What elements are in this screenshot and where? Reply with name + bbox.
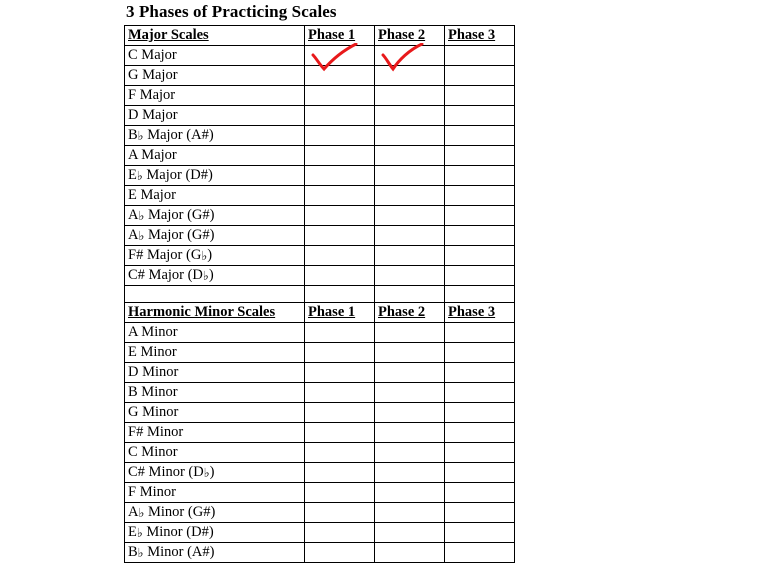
phase-3-cell[interactable]: [445, 166, 515, 186]
table-row: [125, 126, 515, 146]
phase-2-cell[interactable]: [375, 66, 445, 86]
phase-1-cell[interactable]: [305, 343, 375, 363]
phase-2-cell[interactable]: [375, 126, 445, 146]
phase-1-header: Phase 1: [305, 26, 375, 46]
table-row: [125, 146, 515, 166]
table-row: [125, 503, 515, 523]
phase-3-cell[interactable]: [445, 523, 515, 543]
table-row: [125, 206, 515, 226]
scale-name: E Minor: [125, 343, 305, 363]
phase-3-cell[interactable]: [445, 246, 515, 266]
table-row: [125, 66, 515, 86]
phase-3-header: Phase 3: [445, 303, 515, 323]
scale-name: G Major: [125, 66, 305, 86]
table-row: [125, 403, 515, 423]
scale-name: B♭ Minor (A#): [125, 543, 305, 563]
phase-2-cell[interactable]: [375, 266, 445, 286]
scale-name: D Major: [125, 106, 305, 126]
table-row: [125, 46, 515, 66]
table-row: [125, 383, 515, 403]
scale-name: B♭ Major (A#): [125, 126, 305, 146]
phase-2-cell[interactable]: [375, 226, 445, 246]
scale-name: F# Minor: [125, 423, 305, 443]
phase-1-cell[interactable]: [305, 46, 375, 66]
scale-name: A Major: [125, 146, 305, 166]
table-row: [125, 423, 515, 443]
phase-2-cell[interactable]: [375, 543, 445, 563]
phase-2-cell[interactable]: [375, 343, 445, 363]
phase-1-cell[interactable]: [305, 126, 375, 146]
phase-2-cell[interactable]: [375, 523, 445, 543]
scale-name: F# Major (G♭): [125, 246, 305, 266]
phase-1-cell[interactable]: [305, 186, 375, 206]
phase-3-cell[interactable]: [445, 86, 515, 106]
phase-1-cell[interactable]: [305, 323, 375, 343]
phase-2-header: Phase 2: [375, 303, 445, 323]
phase-1-cell[interactable]: [305, 146, 375, 166]
spacer-row: [125, 286, 515, 303]
phase-2-cell[interactable]: [375, 166, 445, 186]
phase-3-cell[interactable]: [445, 543, 515, 563]
phase-2-cell[interactable]: [375, 146, 445, 166]
phase-2-cell[interactable]: [375, 246, 445, 266]
phase-2-cell[interactable]: [375, 403, 445, 423]
phase-1-cell[interactable]: [305, 383, 375, 403]
scales-worksheet: [124, 0, 516, 563]
major-scales-table: [124, 25, 515, 563]
phase-3-cell[interactable]: [445, 206, 515, 226]
table-row: [125, 266, 515, 286]
scale-name: A♭ Major (G#): [125, 226, 305, 246]
phase-3-cell[interactable]: [445, 343, 515, 363]
phase-1-cell[interactable]: [305, 66, 375, 86]
phase-3-cell[interactable]: [445, 106, 515, 126]
phase-1-cell[interactable]: [305, 423, 375, 443]
phase-2-cell[interactable]: [375, 323, 445, 343]
phase-1-cell[interactable]: [305, 483, 375, 503]
table-row: [125, 343, 515, 363]
table-header-row: [125, 26, 515, 46]
table-header-row: [125, 303, 515, 323]
table-row: [125, 483, 515, 503]
phase-2-cell[interactable]: [375, 363, 445, 383]
phase-2-cell[interactable]: [375, 186, 445, 206]
spacer-cell: [375, 286, 445, 303]
phase-1-cell[interactable]: [305, 86, 375, 106]
table-row: [125, 186, 515, 206]
phase-3-cell[interactable]: [445, 363, 515, 383]
phase-3-cell[interactable]: [445, 383, 515, 403]
spacer-cell: [445, 286, 515, 303]
phase-1-cell[interactable]: [305, 363, 375, 383]
phase-1-cell[interactable]: [305, 226, 375, 246]
phase-1-cell[interactable]: [305, 503, 375, 523]
phase-2-cell[interactable]: [375, 423, 445, 443]
scale-name: C# Minor (D♭): [125, 463, 305, 483]
scale-name: A♭ Minor (G#): [125, 503, 305, 523]
scale-name: E Major: [125, 186, 305, 206]
table-row: [125, 106, 515, 126]
scale-name: G Minor: [125, 403, 305, 423]
phase-2-cell[interactable]: [375, 106, 445, 126]
phase-1-cell[interactable]: [305, 463, 375, 483]
table-row: [125, 543, 515, 563]
scale-name: B Minor: [125, 383, 305, 403]
table-row: [125, 363, 515, 383]
table-row: [125, 323, 515, 343]
phase-1-cell[interactable]: [305, 523, 375, 543]
page-title: 3 Phases of Practicing Scales: [126, 2, 337, 21]
phase-3-cell[interactable]: [445, 483, 515, 503]
phase-1-cell[interactable]: [305, 106, 375, 126]
phase-2-cell[interactable]: [375, 383, 445, 403]
phase-1-cell[interactable]: [305, 403, 375, 423]
scale-name: A♭ Major (G#): [125, 206, 305, 226]
phase-3-cell[interactable]: [445, 186, 515, 206]
phase-1-cell[interactable]: [305, 266, 375, 286]
phase-3-cell[interactable]: [445, 266, 515, 286]
table-row: [125, 246, 515, 266]
scale-name: E♭ Minor (D#): [125, 523, 305, 543]
phase-3-cell[interactable]: [445, 423, 515, 443]
phase-2-cell[interactable]: [375, 503, 445, 523]
phase-1-cell[interactable]: [305, 166, 375, 186]
phase-2-header: Phase 2: [375, 26, 445, 46]
phase-2-cell[interactable]: [375, 463, 445, 483]
phase-3-cell[interactable]: [445, 46, 515, 66]
scale-name: C Major: [125, 46, 305, 66]
phase-3-cell[interactable]: [445, 443, 515, 463]
scale-name: E♭ Major (D#): [125, 166, 305, 186]
table-row: [125, 86, 515, 106]
major-scales-header: Major Scales: [125, 26, 305, 46]
phase-1-cell[interactable]: [305, 246, 375, 266]
phase-2-cell[interactable]: [375, 86, 445, 106]
phase-3-cell[interactable]: [445, 463, 515, 483]
phase-3-header: Phase 3: [445, 26, 515, 46]
scale-name: C# Major (D♭): [125, 266, 305, 286]
table-row: [125, 463, 515, 483]
phase-3-cell[interactable]: [445, 226, 515, 246]
phase-3-cell[interactable]: [445, 403, 515, 423]
scale-name: D Minor: [125, 363, 305, 383]
spacer-cell: [305, 286, 375, 303]
phase-1-cell[interactable]: [305, 443, 375, 463]
phase-3-cell[interactable]: [445, 66, 515, 86]
table-row: [125, 166, 515, 186]
phase-2-cell[interactable]: [375, 483, 445, 503]
phase-2-cell[interactable]: [375, 443, 445, 463]
phase-1-header: Phase 1: [305, 303, 375, 323]
phase-1-cell[interactable]: [305, 543, 375, 563]
scale-name: F Major: [125, 86, 305, 106]
phase-3-cell[interactable]: [445, 323, 515, 343]
table-row: [125, 523, 515, 543]
phase-1-cell[interactable]: [305, 206, 375, 226]
phase-3-cell[interactable]: [445, 126, 515, 146]
scale-name: C Minor: [125, 443, 305, 463]
spacer-cell: [125, 286, 305, 303]
table-row: [125, 443, 515, 463]
harmonic-minor-scales-header: Harmonic Minor Scales: [125, 303, 305, 323]
phase-3-cell[interactable]: [445, 503, 515, 523]
phase-2-cell[interactable]: [375, 46, 445, 66]
phase-2-cell[interactable]: [375, 206, 445, 226]
phase-3-cell[interactable]: [445, 146, 515, 166]
scale-name: A Minor: [125, 323, 305, 343]
scale-name: F Minor: [125, 483, 305, 503]
table-row: [125, 226, 515, 246]
